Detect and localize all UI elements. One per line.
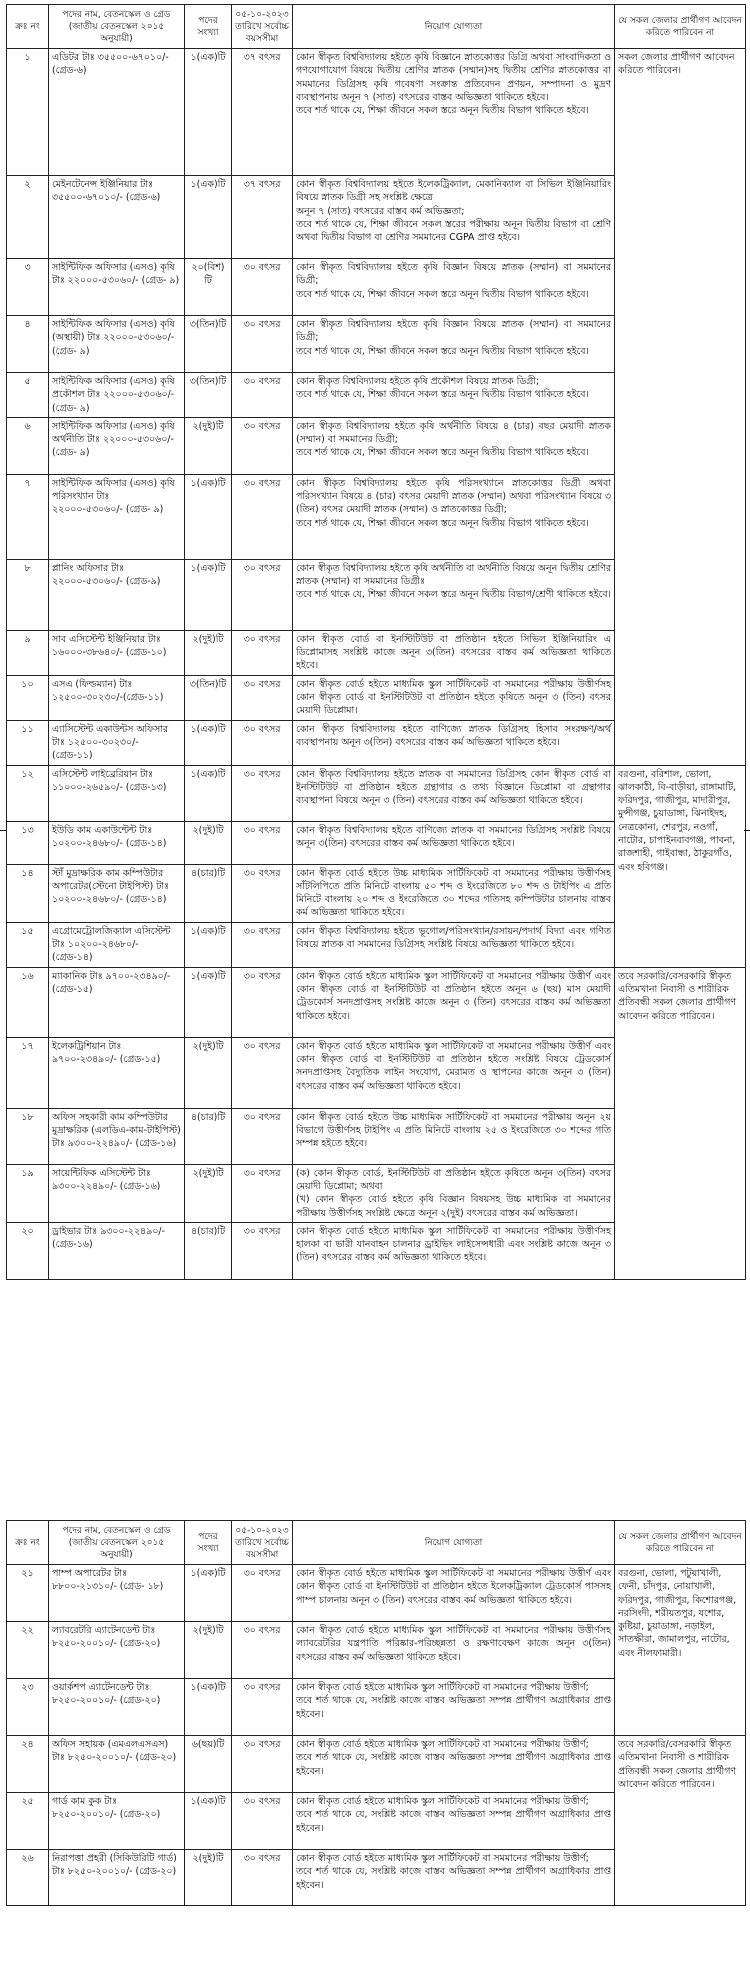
- qualification-line: কোন স্বীকৃত বিশ্ববিদ্যালয় হইতে ভূগোল/পরিসংখ্যান/রসায়ন/পদার্থ বিদ্যা এবং গণিত বিষয়ে স্নাতক বা সমমানের ডিগ্রিসহ সংশ্লিষ্ট বিষয়ে অভিজ্ঞতা থাকিতে হইবে।: [296, 925, 611, 951]
- qualification-cell: [293, 1850, 615, 1906]
- qualification-line: কোন স্বীকৃত বিশ্ববিদ্যালয় হইতে কৃষি বিজ্ঞান বিষয়ে স্নাতক (সম্মান) বা সমমানের ডিগ্রী;: [296, 262, 611, 287]
- table-row: [7, 967, 746, 1037]
- qualification-line: কোন স্বীকৃত বোর্ড হইতে মাধ্যমিক স্কুল সার্টিফিকেট বা সমমানের পরীক্ষায় উত্তীর্ণসহ ল্যাবরেটরির যন্ত্রপাতি পরিষ্কার-পরিচ্ছন্নতা ও রক্ষণাবেক্ষণ কাজে অনূন ৩(তিন) বৎসরের বাস্তব কর্ম অভিজ্ঞতা থাকিতে হইবে।: [296, 1625, 611, 1663]
- age-cell: ৩০ বৎসর: [232, 259, 293, 316]
- recruitment-table-part-2: [6, 1520, 746, 1906]
- qualification-line: তবে শর্ত থাকে যে, শিক্ষা জীবনে সকল স্তরে অনূন দ্বিতীয় বিভাগ থাকিতে হইবে।: [296, 389, 589, 401]
- qualification-cell: [293, 1037, 615, 1108]
- post-cell: অফিস সহকারী কাম কম্পিউটার মুদ্রাক্ষরিক (এলডিএ-কাম-টাইপিস্ট) টাঃ ৯৩০০-২২৪৯০/- (গ্রেড-১৬): [49, 1108, 185, 1164]
- margin-mark-right: [744, 830, 750, 831]
- col-header-post: পদের নাম, বেতনস্কেল ও গ্রেড (জাতীয় বেতনস্কেল ২০১৫ অনুযায়ী): [49, 5, 185, 49]
- qualification-line: কোন স্বীকৃত বোর্ড বা ইনস্টিটিউট বা প্রতিষ্ঠান হইতে সিভিল ইঞ্জিনিয়ারিং এ ডিপ্লোমাসহ সংশ্লিষ্ট কাজে অনূন ৩(তিন) বৎসরের বাস্তব কর্ম অভিজ্ঞতা থাকিতে হইবে।: [296, 633, 611, 672]
- age-cell: ৩০ বৎসর: [232, 765, 293, 821]
- age-cell: ৩০ বৎসর: [232, 373, 293, 418]
- post-cell: সায়েন্টিফিক এসিস্টেন্ট টাঃ ৯৩০০-২২৪৯০/- (গ্রেড-১৬): [49, 1164, 185, 1222]
- serial-cell: ১০: [7, 675, 49, 720]
- col-header-qualification: নিয়োগ যোগ্যতা: [293, 5, 615, 49]
- table-header-row: [7, 1521, 746, 1565]
- qualification-line: কোন স্বীকৃত বোর্ড হইতে উচ্চ মাধ্যমিক সার্টিফিকেট বা সমমানের পরীক্ষায় উত্তীর্ণসহ সাঁটলিপিতে প্রতি মিনিটে বাংলায় ৫০ শব্দ ও ইংরেজিতে ৮০ শব্দ ও টাইপিং এ প্রতি মিনিটে বাংলায় ২০ শব্দ ও ইংরেজিতে ৩০ শব্দের গতিসহ কম্পিউটার চালনায় বাস্তব কর্ম অভিজ্ঞতা থাকিতে হইবে।: [296, 867, 611, 919]
- serial-cell: ২২: [7, 1622, 49, 1679]
- qualification-cell: [293, 967, 615, 1037]
- age-cell: ৩০ বৎসর: [232, 1736, 293, 1793]
- qualification-cell: [293, 373, 615, 418]
- qualification-cell: [293, 417, 615, 474]
- age-cell: ৩০ বৎসর: [232, 675, 293, 720]
- qualification-line: (ক) কোন স্বীকৃত বোর্ড, ইনস্টিটিউট বা প্রতিষ্ঠান হইতে কৃষিতে অনূন ৩(তিন) বৎসর মেয়াদী ডিপ্লোমা; অথবা: [296, 1167, 611, 1192]
- count-cell: ২(দুই)টি: [185, 1622, 232, 1679]
- qualification-cell: [293, 864, 615, 922]
- qualification-cell: [293, 49, 615, 176]
- count-cell: ৩(তিন)টি: [185, 373, 232, 418]
- qualification-cell: [293, 675, 615, 720]
- qualification-line: কোন স্বীকৃত বিশ্ববিদ্যালয় হইতে কৃষি অর্থনীতি বিষয়ে ৪ (চার) বছর মেয়াদী স্নাতক (সম্মান) বা সমমানের ডিগ্রী;: [296, 420, 611, 446]
- post-cell: সাইন্টিফিক অফিসার (এসও) কৃষি (অস্থায়ী) টাঃ ২২০০০-৫৩০৬০/- (গ্রেড- ৯): [49, 316, 185, 373]
- post-cell: মেইনটেনেন্স ইঞ্জিনিয়ার টাঃ ৩৫৫০০-৬৭০১০/- (গ্রেড-৬): [49, 176, 185, 259]
- post-cell: ম্যাকানিক টাঃ ৯৭০০-২৩৪৯০/- (গ্রেড-১৫): [49, 967, 185, 1037]
- post-cell: এসিস্টেন্ট লাইব্রেরিয়ান টাঃ ১১০০০-২৬৫৯০/- (গ্রেড-১৩): [49, 765, 185, 821]
- qualification-cell: [293, 559, 615, 630]
- qualification-cell: [293, 720, 615, 765]
- qualification-line: কোন স্বীকৃত বিশ্ববিদ্যালয় হইতে ইলেকট্রিক্যাল, মেকানিক্যাল বা সিভিল ইঞ্জিনিয়ারিং বিষয়ে স্নাতক ডিগ্রী সহ সংশ্লিষ্ট ক্ষেত্রে: [296, 179, 611, 204]
- district-text: বরগুনা, বরিশাল, ভোলা, ঝালকাঠী, বি-বাড়ীয়া, রাঙ্গামাটি, ফরিদপুর, গাজীপুর, মাদারীপুর, মুন্সীগঞ্জ, চুয়াডাঙ্গা, ঝিনাইদহ, নেত্রকোনা, শেরপুর, নওগাঁ, নাটোর, চাপাইনবাবগঞ্জ, পাবনা, রাজশাহী, গাইবান্ধা, ঠাকুরগাঁও, এবং হবিগঞ্জ।: [618, 768, 737, 873]
- qualification-line: কোন স্বীকৃত বিশ্ববিদ্যালয় হইতে কৃষি অর্থনীতি বা অর্থনীতি বিষয়ে অনূন দ্বিতীয় শ্রেণির স্নাতক (সম্মান) বা সমমানের ডিগ্রীঃ: [296, 562, 611, 588]
- qualification-cell: [293, 1164, 615, 1222]
- table-row: [7, 1565, 746, 1622]
- post-cell: সাব এসিস্টেন্ট ইঞ্জিনিয়ার টাঃ ১৬০০০-৩৮৬৪০/- (গ্রেড-১০): [49, 630, 185, 675]
- post-cell: ড্রাইভার টাঃ ৯৩০০-২২৪৯০/- (গ্রেড-১৬): [49, 1222, 185, 1279]
- serial-cell: ১২: [7, 765, 49, 821]
- qualification-cell: [293, 1565, 615, 1622]
- age-cell: ৩০ বৎসর: [232, 720, 293, 765]
- table-header-row: [7, 5, 746, 49]
- count-cell: ১(এক)টি: [185, 176, 232, 259]
- qualification-line: কোন স্বীকৃত বিশ্ববিদ্যালয় হইতে বাণিজ্যে স্নাতক ডিগ্রিসহ হিসাব সংরক্ষণ/অর্থ ব্যবস্থাপনায় অনূন ৩(তিন) বৎসরের বাস্তব কর্ম অভিজ্ঞতা থাকিতে হইবে।: [296, 723, 611, 748]
- qualification-line: কোন স্বীকৃত বিশ্ববিদ্যালয় হইতে কৃষি পরিসংখ্যানে স্নাতকোত্তর ডিগ্রী অথবা পরিসংখ্যান বিষয়ে ৪ (চার) বৎসর মেয়াদী স্নাতক (সম্মান) অথবা পরিসংখ্যান বিষয়ে ৩ (তিন) বৎসর মেয়াদী স্নাতক (সম্মান) ও স্নাতকোত্তর ডিগ্রী;: [296, 477, 611, 516]
- serial-cell: ৫: [7, 373, 49, 418]
- qualification-cell: [293, 1736, 615, 1793]
- serial-cell: ২৬: [7, 1850, 49, 1906]
- district-text: তবে সরকারি/বেসরকারি স্বীকৃত এতিমখানা নিবাসী ও শারীরিক প্রতিবন্ধী সকল জেলার প্রার্থীগণ আবেদন করিতে পারিবেন।: [618, 970, 737, 1022]
- count-cell: ৪(চার)টি: [185, 1108, 232, 1164]
- qualification-line: কোন স্বীকৃত বিশ্ববিদ্যালয় হইতে কৃষি বিজ্ঞান বিষয়ে স্নাতক (সম্মান) বা সমমানের ডিগ্রী;: [296, 319, 611, 344]
- post-cell: পাম্প অপারেটর টাঃ ৮৮০০-২১৩১০/- (গ্রেড- ১৮): [49, 1565, 185, 1622]
- qualification-line: তবে শর্ত থাকে যে, শিক্ষা জীবনে সকল স্তরে অনূন দ্বিতীয় বিভাগ থাকিতে হইবে।: [296, 105, 589, 117]
- age-cell: ৩০ বৎসর: [232, 922, 293, 967]
- col-header-post: পদের নাম, বেতনস্কেল ও গ্রেড (জাতীয় বেতনস্কেল ২০১৫ অনুযায়ী): [49, 1521, 185, 1565]
- post-cell: এগ্রোমেট্রোলজিক্যাল এসিস্টেন্ট টাঃ ১০২০০-২৪৬৮০/- (গ্রেড-১৪): [49, 922, 185, 967]
- qualification-line: তবে শর্ত থাকে যে, শিক্ষা জীবনে সকল স্তরে অনূন দ্বিতীয় বিভাগ/শ্রেণী থাকিতে হইবে।: [296, 589, 611, 601]
- qualification-cell: [293, 259, 615, 316]
- serial-cell: ১: [7, 49, 49, 176]
- age-cell: ৩০ বৎসর: [232, 1793, 293, 1850]
- qualification-line: তবে শর্ত থাকে যে, সংশ্লিষ্ট কাজে বাস্তব অভিজ্ঞতা সম্পন্ন প্রার্থীগণ অগ্রাধিকার প্রাপ্ত হইবেন।: [296, 1752, 611, 1777]
- serial-cell: ২৫: [7, 1793, 49, 1850]
- district-cell: [615, 967, 746, 1279]
- post-cell: এ্যাসিস্টেন্ট একাউন্টস অফিসার টাঃ ১২৫০০-৩০২৩০/- (গ্রেড-১১): [49, 720, 185, 765]
- serial-cell: ২৩: [7, 1679, 49, 1736]
- age-cell: ৩০ বৎসর: [232, 1850, 293, 1906]
- age-cell: ৩০ বৎসর: [232, 821, 293, 864]
- col-header-districts: যে সকল জেলার প্রার্থীগণ আবেদন করিতে পারিবেন না: [615, 5, 746, 49]
- serial-cell: ১৯: [7, 1164, 49, 1222]
- age-cell: ৩০ বৎসর: [232, 1108, 293, 1164]
- count-cell: ৩(তিন)টি: [185, 675, 232, 720]
- qualification-line: তবে শর্ত থাকে যে, সংশ্লিষ্ট কাজে বাস্তব অভিজ্ঞতা সম্পন্ন প্রার্থীগণ অগ্রাধিকার প্রাপ্ত হইবেন।: [296, 1695, 611, 1720]
- age-cell: ৩০ বৎসর: [232, 316, 293, 373]
- post-cell: সাইন্টিফিক অফিসার (এসও) কৃষি অর্থনীতি টাঃ ২২০০০-৫৩০৬০/- (গ্রেড- ৯): [49, 417, 185, 474]
- qualification-line: তবে শর্ত থাকে যে, শিক্ষা জীবনে সকল স্তরের পরীক্ষায় অনূন দ্বিতীয় বিভাগ বা শ্রেণি অথবা দ্বিতীয় বিভাগ বা শ্রেণির সমমানের CGPA প্রাপ্ত হইবে।: [296, 218, 611, 244]
- serial-cell: ১৪: [7, 864, 49, 922]
- qualification-line: কোন স্বীকৃত বোর্ড হইতে মাধ্যমিক স্কুল সার্টিফিকেট বা সমমানের পরীক্ষায় উত্তীর্ণ এবং কোন স্বীকৃত বোর্ড বা ইনস্টিটিউট বা প্রতিষ্ঠান হইতে ইলেকট্রিক্যাল ট্রেডকোর্স পাসসহ পাম্প চালনায় অনূন ৩ (তিন) বৎসরের বাস্তব কর্ম অভিজ্ঞতা থাকিতে হইবে।: [296, 1568, 611, 1606]
- qualification-line: কোন স্বীকৃত বিশ্ববিদ্যালয় হইতে কৃষি প্রকৌশল বিষয়ে স্নাতক ডিগ্রী;: [296, 376, 540, 387]
- post-cell: ল্যাবরেটরি এ্যাটেনডেন্ট টাঃ ৮২৫০-২০০১০/- (গ্রেড-২০): [49, 1622, 185, 1679]
- qualification-cell: [293, 1622, 615, 1679]
- count-cell: ১(এক)টি: [185, 967, 232, 1037]
- qualification-line: তবে শর্ত থাকে যে, শিক্ষা জীবনে সকল স্তরে অনূন দ্বিতীয় বিভাগ থাকিতে হইবে।: [296, 288, 589, 300]
- post-cell: ইউডি কাম একাউন্টেন্ট টাঃ ১০২০০-২৪৬৮০/- (গ্রেড-১৪): [49, 821, 185, 864]
- table-row: [7, 765, 746, 821]
- count-cell: ২(দুই)টি: [185, 1164, 232, 1222]
- col-header-count: পদের সংখ্যা: [185, 5, 232, 49]
- serial-cell: ৯: [7, 630, 49, 675]
- table-row: [7, 1736, 746, 1793]
- serial-cell: ৭: [7, 474, 49, 559]
- district-text: বরগুনা, ভোলা, পটুয়াখালী, ফেনী, চাঁদপুর, নোয়াখালী, ফরিদপুর, গাজীপুর, কিশোরগঞ্জ, নরসিংদী, শরীয়তপুর, যশোর, কুষ্টিয়া, চুয়াডাঙ্গা, নড়াইল, সাতক্ষীরা, জামালপুর, নাটোর, এবং নীলফামারী।: [618, 1568, 737, 1659]
- qualification-line: কোন স্বীকৃত বোর্ড হইতে মাধ্যমিক স্কুল সার্টিফিকেট বা সমমানের পরীক্ষায় উত্তীর্ণ;: [296, 1853, 589, 1864]
- count-cell: ৪(চার)টি: [185, 864, 232, 922]
- count-cell: ১(এক)টি: [185, 720, 232, 765]
- district-cell: [615, 1736, 746, 1906]
- table-row: [7, 49, 746, 176]
- qualification-line: তবে শর্ত থাকে যে, সংশ্লিষ্ট কাজে বাস্তব অভিজ্ঞতা সম্পন্ন প্রার্থীগণ অগ্রাধিকার প্রাপ্ত হইবেন।: [296, 1866, 611, 1891]
- district-cell: [615, 1565, 746, 1736]
- count-cell: ২(দুই)টি: [185, 1850, 232, 1906]
- qualification-line: কোন স্বীকৃত বোর্ড হইতে মাধ্যমিক স্কুল সার্টিফিকেট বা সমমানের পরীক্ষায় উত্তীর্ণ;: [296, 1796, 589, 1807]
- qualification-line: কোন স্বীকৃত বোর্ড হইতে মাধ্যমিক স্কুল সার্টিফিকেট বা সমমানের পরীক্ষায় উত্তীর্ণ;: [296, 1739, 589, 1750]
- post-cell: নিরাপত্তা প্রহরী (সিকিউরিটি গার্ড) টাঃ ৮২৫০-২০০১০/- (গ্রেড-২০): [49, 1850, 185, 1906]
- post-cell: অফিস সহায়ক (এমএলএসএস) টাঃ ৮২৫০-২০০১০/- (গ্রেড-২০): [49, 1736, 185, 1793]
- qualification-line: কোন স্বীকৃত বিশ্ববিদ্যালয় হইতে বাণিজ্যে স্নাতক বা সমমানের ডিগ্রিসহ সংশ্লিষ্ট বিষয়ে অনূন ৩(তিন) বৎসরের বাস্তব কর্ম অভিজ্ঞতা থাকিতে হইবে।: [296, 824, 611, 849]
- col-header-serial: ক্রঃ নং: [7, 5, 49, 49]
- district-cell: [615, 765, 746, 967]
- serial-cell: ৮: [7, 559, 49, 630]
- post-cell: এসএ (ফিল্ডম্যান) টাঃ ১২৫০০-৩০২৩০/-(গ্রেড-১১): [49, 675, 185, 720]
- age-cell: ৩৭ বৎসর: [232, 176, 293, 259]
- district-cell: [615, 49, 746, 766]
- count-cell: ১(এক)টি: [185, 1565, 232, 1622]
- age-cell: ৩০ বৎসর: [232, 559, 293, 630]
- qualification-line: তবে শর্ত থাকে যে, শিক্ষা জীবনে সকল স্তরে অনূন দ্বিতীয় বিভাগ থাকিতে হইবে।: [296, 517, 589, 529]
- count-cell: ২০(বিশ)টি: [185, 259, 232, 316]
- serial-cell: ১৬: [7, 967, 49, 1037]
- post-cell: সাইন্টিফিক অফিসার (এসও) কৃষি প্রকৌশল টাঃ ২২০০০-৫৩০৬০/- (গ্রেড- ৯): [49, 373, 185, 418]
- age-cell: ৩০ বৎসর: [232, 630, 293, 675]
- age-cell: ৩০ বৎসর: [232, 967, 293, 1037]
- serial-cell: ২: [7, 176, 49, 259]
- serial-cell: ১৮: [7, 1108, 49, 1164]
- col-header-qualification: নিয়োগ যোগ্যতা: [293, 1521, 615, 1565]
- col-header-count: পদের সংখ্যা: [185, 1521, 232, 1565]
- count-cell: ৬(ছয়)টি: [185, 1736, 232, 1793]
- count-cell: ২(দুই)টি: [185, 630, 232, 675]
- qualification-cell: [293, 1679, 615, 1736]
- serial-cell: ৬: [7, 417, 49, 474]
- age-cell: ৩০ বৎসর: [232, 1622, 293, 1679]
- district-text: সকল জেলার প্রার্থীগণ আবেদন করিতে পারিবেন।: [618, 52, 735, 77]
- post-cell: গার্ড কাম কুক টাঃ ৮২৫০-২০০১০/- (গ্রেড-২০): [49, 1793, 185, 1850]
- age-cell: ৩০ বৎসর: [232, 1679, 293, 1736]
- serial-cell: ৩: [7, 259, 49, 316]
- count-cell: ১(এক)টি: [185, 1793, 232, 1850]
- qualification-line: কোন স্বীকৃত বোর্ড হইতে মাধ্যমিক স্কুল সার্টিফিকেট বা সমমানের পরীক্ষায় উত্তীর্ণ এবং কোন স্বীকৃত বোর্ড বা ইনস্টিটিউট বা প্রতিষ্ঠান হইতে অনূন ৬ (ছয়) মাস মেয়াদী ট্রেডকোর্স সনদপ্রাপ্তসহ সংশ্লিষ্ট কাজে অনূন ৩ (তিন) বৎসরের বাস্তব কর্ম অভিজ্ঞতা থাকিতে হইবে।: [296, 970, 611, 1022]
- post-cell: এডিটর টাঃ ৩৫৫০০-৬৭০১০/- (গ্রেড-৬): [49, 49, 185, 176]
- qualification-cell: [293, 474, 615, 559]
- age-cell: ৩০ বৎসর: [232, 864, 293, 922]
- qualification-cell: [293, 176, 615, 259]
- count-cell: ১(এক)টি: [185, 922, 232, 967]
- count-cell: ১(এক)টি: [185, 49, 232, 176]
- count-cell: ১(এক)টি: [185, 559, 232, 630]
- count-cell: ৪(চার)টি: [185, 1222, 232, 1279]
- age-cell: ৩০ বৎসর: [232, 1164, 293, 1222]
- qualification-line: অনূন ৭ (সাত) বৎসরের বাস্তব কর্ম অভিজ্ঞতা;: [296, 205, 465, 217]
- serial-cell: ২৪: [7, 1736, 49, 1793]
- col-header-age: ০৫-১০-২০২৩ তারিখে সর্বোচ্চ বয়সসীমা: [232, 5, 293, 49]
- qualification-cell: [293, 922, 615, 967]
- qualification-cell: [293, 821, 615, 864]
- qualification-line: (খ) কোন স্বীকৃত বোর্ড হইতে কৃষি বিজ্ঞান বিষয়সহ উচ্চ মাধ্যমিক বা সমমানের পরীক্ষায় উত্তীর্ণসহ সংশ্লিষ্ট ক্ষেত্রে অনূন ২(দুই) বৎসরের বাস্তব কর্ম অভিজ্ঞতা।: [296, 1194, 611, 1219]
- qualification-line: কোন স্বীকৃত বিশ্ববিদ্যালয় হইতে কৃষি বিজ্ঞানে স্নাতকোত্তর ডিগ্রি অথবা সাংবাদিকতা ও গণযোগাযোগ বিষয়ে দ্বিতীয় শ্রেণির স্নাতক (সম্মান)সহ দ্বিতীয় শ্রেণির স্নাতকোত্তর বা সমমানের ডিগ্রিসহ কৃষি গবেষণা সংক্রান্ত প্রতিবেদন প্রণয়ন, সম্পাদনা ও মুদ্রণ ব্যবস্থাপনায় অনূন ৭ (সাত) বৎসরের বাস্তব অভিজ্ঞতা থাকিতে হইবে।: [296, 52, 611, 103]
- count-cell: ২(দুই)টি: [185, 1037, 232, 1108]
- age-cell: ৩০ বৎসর: [232, 417, 293, 474]
- qualification-line: কোন স্বীকৃত বোর্ড হইতে মাধ্যমিক স্কুল সার্টিফিকেট বা সমমানের পরীক্ষায় উত্তীর্ণসহ হালকা বা ভারী যানবাহন চালনার ড্রাইভিং লাইসেন্সধারী এবং সংশ্লিষ্ট কাজে অনূন ৩ (তিন) বৎসরের বাস্তব কর্ম অভিজ্ঞতা থাকিতে হইবে।: [296, 1225, 611, 1264]
- qualification-line: কোন স্বীকৃত বিশ্ববিদ্যালয় হইতে স্নাতক বা সমমানের ডিগ্রিসহ কোন স্বীকৃত বোর্ড বা ইনস্টিটিউট বা প্রতিষ্ঠান হইতে গ্রন্থাগার ও তথ্য বিজ্ঞানে ডিপ্লোমা বা গ্রন্থাগার ব্যবস্থাপনা বিষয়ে অনূন ৩ (তিন) বৎসরের বাস্তব কর্ম অভিজ্ঞতা থাকিতে হইবে।: [296, 768, 611, 807]
- serial-cell: ২০: [7, 1222, 49, 1279]
- serial-cell: ১৩: [7, 821, 49, 864]
- qualification-cell: [293, 316, 615, 373]
- qualification-cell: [293, 1108, 615, 1164]
- serial-cell: ৪: [7, 316, 49, 373]
- qualification-line: কোন স্বীকৃত বোর্ড হইতে উচ্চ মাধ্যমিক সার্টিফিকেট বা সমমানের পরীক্ষায় অনূন ২য় বিভাগে উত্তীর্ণসহ টাইপিং এ প্রতি মিনিটে বাংলায় ২৫ ও ইংরেজিতে ৩০ শব্দের গতি সম্পন্ন হইতে হইবে।: [296, 1111, 611, 1150]
- count-cell: ২(দুই)টি: [185, 417, 232, 474]
- qualification-line: তবে শর্ত থাকে যে, সংশ্লিষ্ট কাজে বাস্তব অভিজ্ঞতা সম্পন্ন প্রার্থীগণ অগ্রাধিকার প্রাপ্ত হইবেন।: [296, 1809, 611, 1834]
- age-cell: ৩০ বৎসর: [232, 1222, 293, 1279]
- qualification-line: তবে শর্ত থাকে যে, শিক্ষা জীবনে সকল স্তরে অনূন দ্বিতীয় বিভাগ থাকিতে হইবে।: [296, 447, 589, 459]
- serial-cell: ১১: [7, 720, 49, 765]
- post-cell: স্টাঁ মুদ্রাক্ষরিক কাম কম্পিউটার অপারেটর(স্টেনো টাইপিস্ট) টাঃ ১০২০০-২৪৬৮০/- (গ্রেড-১৪): [49, 864, 185, 922]
- count-cell: ১(এক)টি: [185, 474, 232, 559]
- count-cell: ৩(তিন)টি: [185, 316, 232, 373]
- count-cell: ১(এক)টি: [185, 765, 232, 821]
- col-header-serial: ক্রঃ নং: [7, 1521, 49, 1565]
- count-cell: ২(দুই)টি: [185, 821, 232, 864]
- count-cell: ১(এক)টি: [185, 1679, 232, 1736]
- age-cell: ৩৭ বৎসর: [232, 49, 293, 176]
- col-header-age: ০৫-১০-২০২৩ তারিখে সর্বোচ্চ বয়সসীমা: [232, 1521, 293, 1565]
- qualification-line: কোন স্বীকৃত বোর্ড হইতে মাধ্যমিক স্কুল সার্টিফিকেট বা সমমানের পরীক্ষায় উত্তীর্ণ এবং কোন স্বীকৃত বোর্ড বা ইনস্টিটিউট বা প্রতিষ্ঠান হইতে সংশ্লিষ্ট বিষয়ে ট্রেডকোর্স সনদপ্রাপ্তসহ বৈদ্যুতিক লাইন সংযোগ, মেরামত ও স্থাপনের কাজে অনূন ৩ (তিন) বৎসরের বাস্তব কর্ম অভিজ্ঞতা থাকিতে হইবে।: [296, 1040, 611, 1092]
- district-text: তবে সরকারি/বেসরকারি স্বীকৃত এতিমখানা নিবাসী ও শারীরিক প্রতিবন্ধী সকল জেলার প্রার্থীগণ আবেদন করিতে পারিবেন।: [618, 1739, 737, 1790]
- serial-cell: ১৫: [7, 922, 49, 967]
- qualification-cell: [293, 1222, 615, 1279]
- qualification-cell: [293, 630, 615, 675]
- age-cell: ৩০ বৎসর: [232, 1565, 293, 1622]
- col-header-districts: যে সকল জেলার প্রার্থীগণ আবেদন করিতে পারিবেন না: [615, 1521, 746, 1565]
- margin-mark-left: [0, 830, 6, 831]
- age-cell: ৩০ বৎসর: [232, 1037, 293, 1108]
- serial-cell: ২১: [7, 1565, 49, 1622]
- post-cell: সাইন্টিফিক অফিসার (এসও) কৃষি পরিসংখ্যান টাঃ ২২০০০-৫৩০৬০/- (গ্রেড- ৯): [49, 474, 185, 559]
- post-cell: ইলেকট্রিশিয়ান টাঃ ৯৭০০-২৩৪৯০/- (গ্রেড-১৫): [49, 1037, 185, 1108]
- serial-cell: ১৭: [7, 1037, 49, 1108]
- qualification-cell: [293, 765, 615, 821]
- qualification-line: কোন স্বীকৃত বোর্ড হইতে মাধ্যমিক স্কুল সার্টিফিকেট বা সমমানের পরীক্ষায় উত্তীর্ণসহ কোন স্বীকৃত বোর্ড বা ইনস্টিটিউট বা প্রতিষ্ঠান হইতে কৃষিতে অনূন ৩ (তিন) বৎসর মেয়াদী ডিপ্লোমা।: [296, 678, 611, 717]
- post-cell: ওয়ার্কশপ এ্যাটেনডেন্ট টাঃ ৮২৫০-২০০১০/- (গ্রেড-২০): [49, 1679, 185, 1736]
- post-cell: প্লানিং অফিসার টাঃ ২২০০০-৫৩০৬০/- (গ্রেড-৯): [49, 559, 185, 630]
- recruitment-table-part-1: [6, 4, 746, 1280]
- qualification-cell: [293, 1793, 615, 1850]
- age-cell: ৩০ বৎসর: [232, 474, 293, 559]
- qualification-line: কোন স্বীকৃত বোর্ড হইতে মাধ্যমিক স্কুল সার্টিফিকেট বা সমমানের পরীক্ষায় উত্তীর্ণ;: [296, 1682, 589, 1693]
- qualification-line: তবে শর্ত থাকে যে, শিক্ষা জীবনে সকল স্তরে অনূন দ্বিতীয় বিভাগ থাকিতে হইবে।: [296, 345, 589, 357]
- post-cell: সাইন্টিফিক অফিসার (এসও) কৃষি টাঃ ২২০০০-৫৩০৬০/- (গ্রেড- ৯): [49, 259, 185, 316]
